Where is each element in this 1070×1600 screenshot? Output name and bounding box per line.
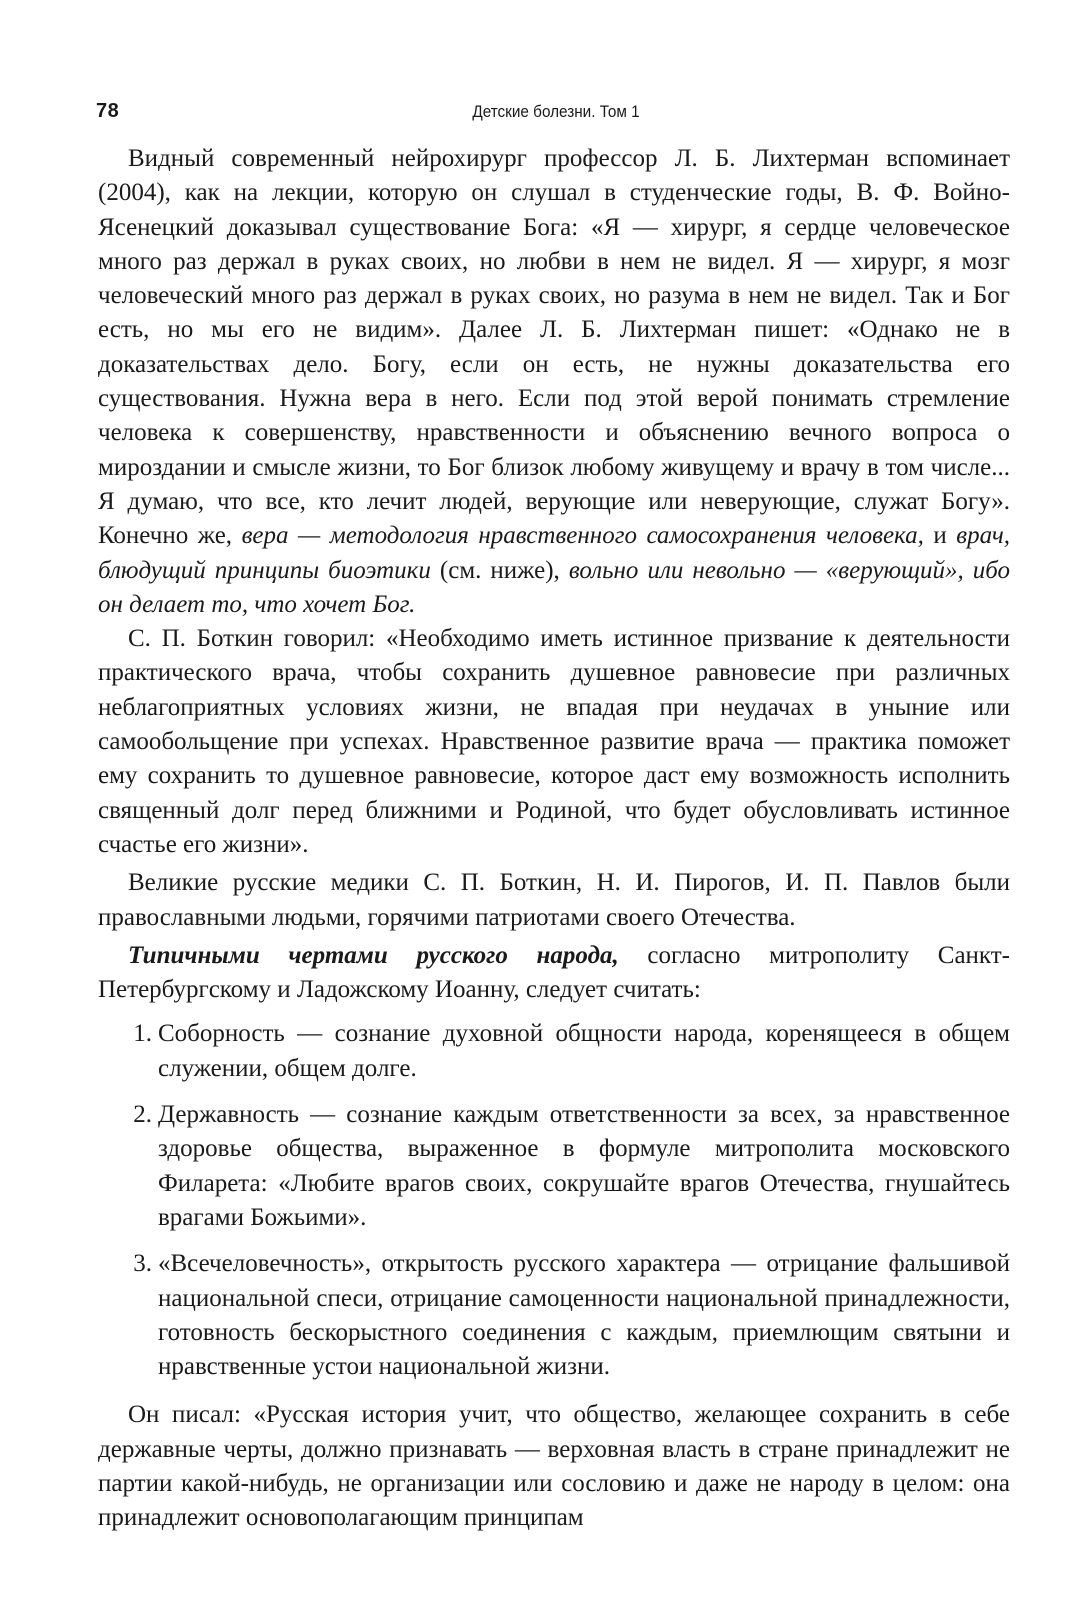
book-title: Детские болезни. Том 1 [472, 102, 640, 121]
body-text [98, 142, 1010, 1536]
paragraph-he-wrote: Он писал: «Русская история учит, что общество, желающее сохранить в себе державные черты, должно признавать — верховная власть в стране принадлежит не партии какой-нибудь, не организации или сословию и даже не народу в целом: она принадлежит основополагающим принципам [98, 1401, 1010, 1532]
paragraph-text: (см. ниже), [430, 556, 569, 584]
list-item [98, 1247, 1010, 1384]
list-item-number: 3. [133, 1250, 152, 1278]
list-item-number: 2. [133, 1101, 152, 1129]
bold-italic-term: Типичными чертами русского народа, [128, 941, 619, 969]
paragraph-botkin-quote: С. П. Боткин говорил: «Необходимо иметь истинное призвание к деятельности практического врача, чтобы сохранить душевное равновесие при различных неблагоприятных условиях жизни, не впадая при неудачах в уныние или самообольщение при успехах. Нравственное развитие врача — практика поможет ему сохранить то душевное равновесие, которое даст ему возможность исполнить священный долг перед ближними и Родиной, что будет обусловливать истинное счастье его жизни». [98, 625, 1010, 858]
paragraph-typical-traits [98, 939, 1010, 1008]
paragraph-text: и [923, 522, 957, 550]
paragraph-russian-medics: Великие русские медики С. П. Боткин, Н. И. Пирогов, И. П. Павлов были православными людьми, горячими патриотами своего Отечества. [98, 869, 1010, 931]
list-item [98, 1017, 1010, 1086]
running-head [96, 96, 1016, 126]
list-item-text: Державность — сознание каждым ответственности за всех, за нравственное здоровье общества, выраженное в формуле митрополита московского Филарета: «Любите врагов своих, сокрушайте врагов Отечества, гнушайтесь врагами Божьими». [158, 1101, 1010, 1231]
list-item-number: 1. [133, 1020, 152, 1048]
list-item [98, 1098, 1010, 1235]
italic-phrase: вера — методология нравственного самосохранения человека, [241, 522, 924, 550]
paragraph-text: согласно митрополиту Санкт-Петербургскому и Ладожскому Иоанну, следует считать: [98, 941, 1010, 1004]
italic-phrase: врач, блюдущий принципы биоэтики [98, 522, 1010, 584]
traits-list [98, 1017, 1010, 1384]
page-number: 78 [96, 100, 120, 122]
paragraph-voino-yasenetsky [98, 142, 1010, 622]
list-item-text: «Всечеловечность», открытость русского характера — отрицание фальшивой национальной спеси, отрицание самоценности национальной принадлежности, готовность бескорыстного соединения с каждым, приемлющим святыни и нравственные устои национальной жизни. [158, 1250, 1010, 1381]
italic-phrase: вольно или невольно — «верующий», ибо он делает то, что хочет Бог. [98, 556, 1010, 618]
list-item-text: Соборность — сознание духовной общности народа, коренящееся в общем служении, общем долге. [158, 1020, 1010, 1082]
paragraph-text: Видный современный нейрохирург профессор Л. Б. Лихтерман вспоминает (2004), как на лекции, которую он слушал в студенческие годы, В. Ф. Войно-Ясенецкий доказывал существование Бога: «Я — хирург, я сердце человеческое много раз держал в руках своих, но любви в нем не видел. Я — хирург, я мозг человеческий много раз держал в руках своих, но разума в нем не видел. Так и Бог есть, но мы его не видим». Далее Л. Б. Лихтерман пишет: «Однако не в доказательствах дело. Богу, если он есть, не нужны доказательства его существования. Нужна вера в него. Если под этой верой понимать стремление человека к совершенству, нравственности и объяснению вечного вопроса о мироздании и смысле жизни, то Бог близок любому живущему и врачу в том числе... Я думаю, что все, кто лечит людей, верующие или неверующие, служат Богу». Конечно же, [98, 145, 1010, 550]
